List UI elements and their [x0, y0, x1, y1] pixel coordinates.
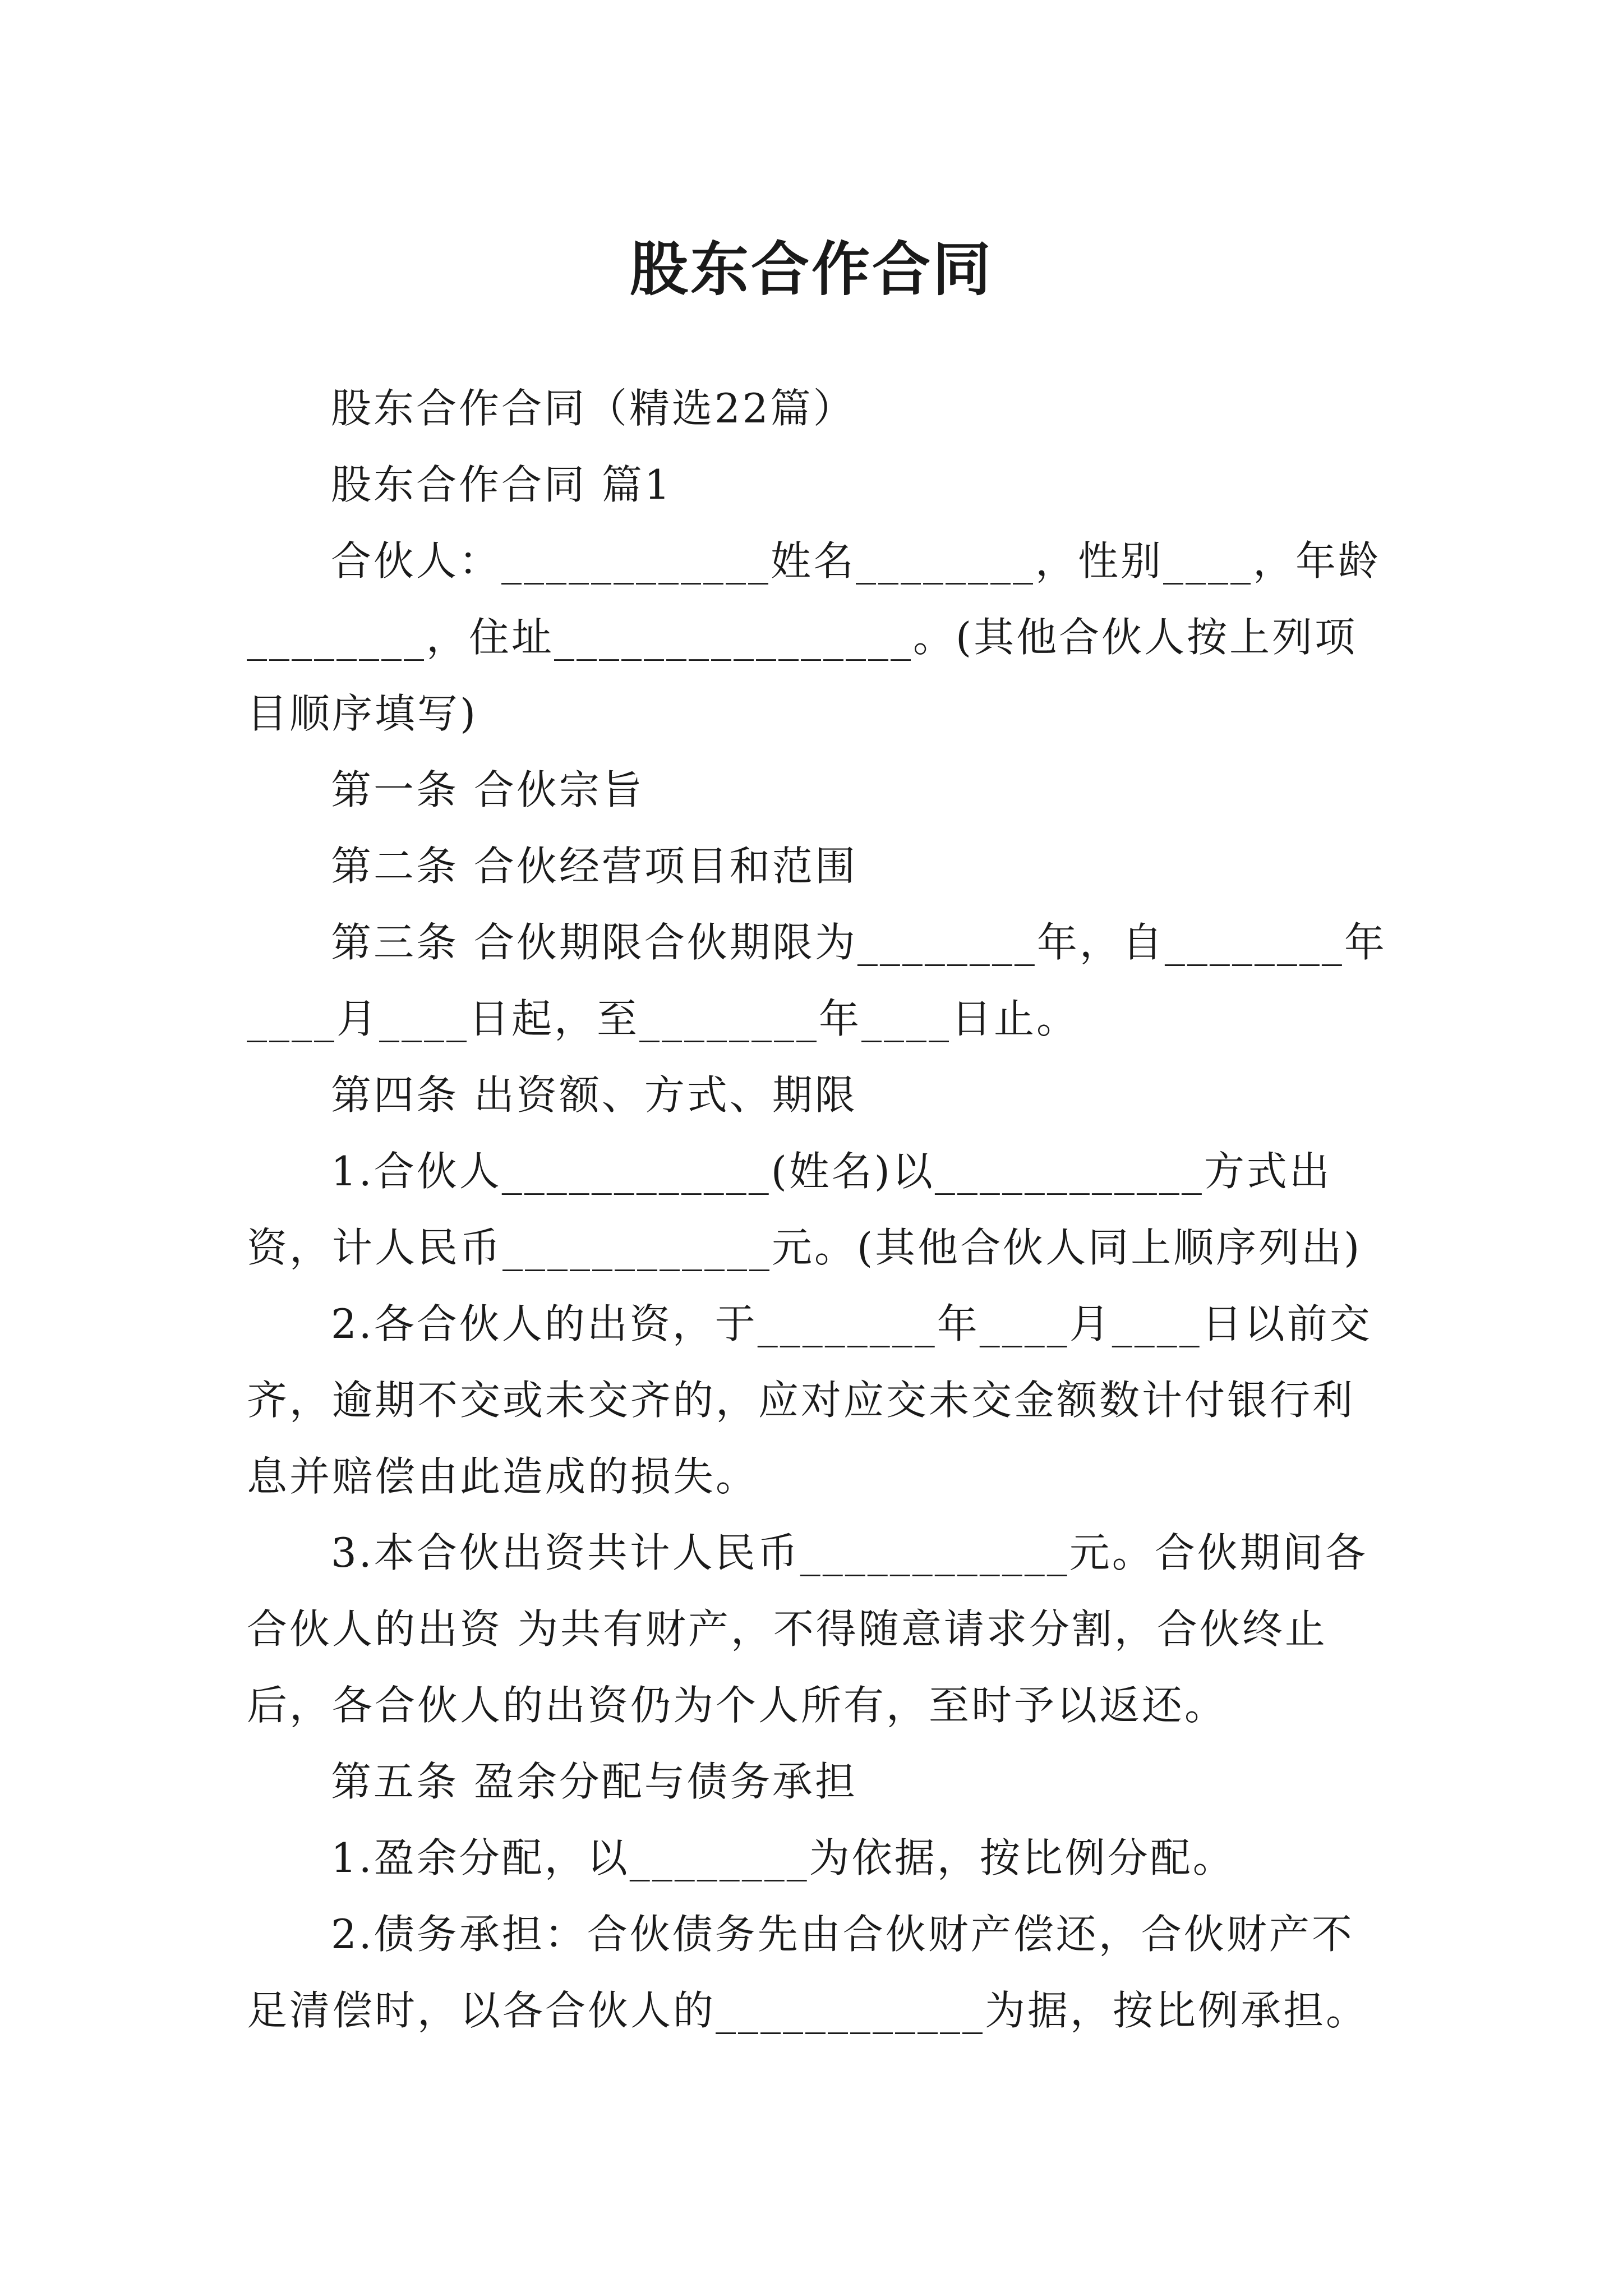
- paragraph-article-2: 第二条 合伙经营项目和范围: [331, 843, 857, 890]
- paragraph-article-5-item-1: 1.盈余分配，以________为依据，按比例分配。: [331, 1834, 1235, 1881]
- paragraph-article-3: 第三条 合伙期限合伙期限为________年，自________年____月____日起，至________年____日止。: [247, 919, 1387, 1042]
- paragraph-article-4-item-3: 3.本合伙出资共计人民币____________元。合伙期间各合伙人的出资 为共有财产，不得随意请求分割，合伙终止后，各合伙人的出资仍为个人所有，至时予以返还。: [247, 1529, 1368, 1729]
- paragraph-article-4-item-1: 1.合伙人____________(姓名)以____________方式出资，计人民币____________元。(其他合伙人同上顺序列出): [247, 1148, 1362, 1271]
- paragraph-article-4-item-2: 2.各合伙人的出资，于________年____月____日以前交齐，逾期不交或未交齐的，应对应交未交金额数计付银行利息并赔偿由此造成的损失。: [247, 1300, 1372, 1500]
- paragraph-article-4: 第四条 出资额、方式、期限: [331, 1071, 857, 1119]
- paragraph-partner-info: 合伙人：____________姓名________，性别____，年龄________，住址________________。(其他合伙人按上列项目顺序填写): [247, 537, 1381, 737]
- document-body: [247, 370, 1396, 2049]
- paragraph-article-5-item-2: 2.债务承担：合伙债务先由合伙财产偿还，合伙财产不足清偿时，以各合伙人的____________为据，按比例承担。: [247, 1911, 1369, 2034]
- paragraph-article-5: 第五条 盈余分配与债务承担: [331, 1758, 857, 1805]
- paragraph-section-heading: 股东合作合同 篇1: [331, 461, 672, 508]
- paragraph-article-1: 第一条 合伙宗旨: [331, 766, 644, 813]
- paragraph-subtitle: 股东合作合同（精选22篇）: [331, 385, 856, 432]
- document-title: 股东合作合同: [629, 234, 993, 303]
